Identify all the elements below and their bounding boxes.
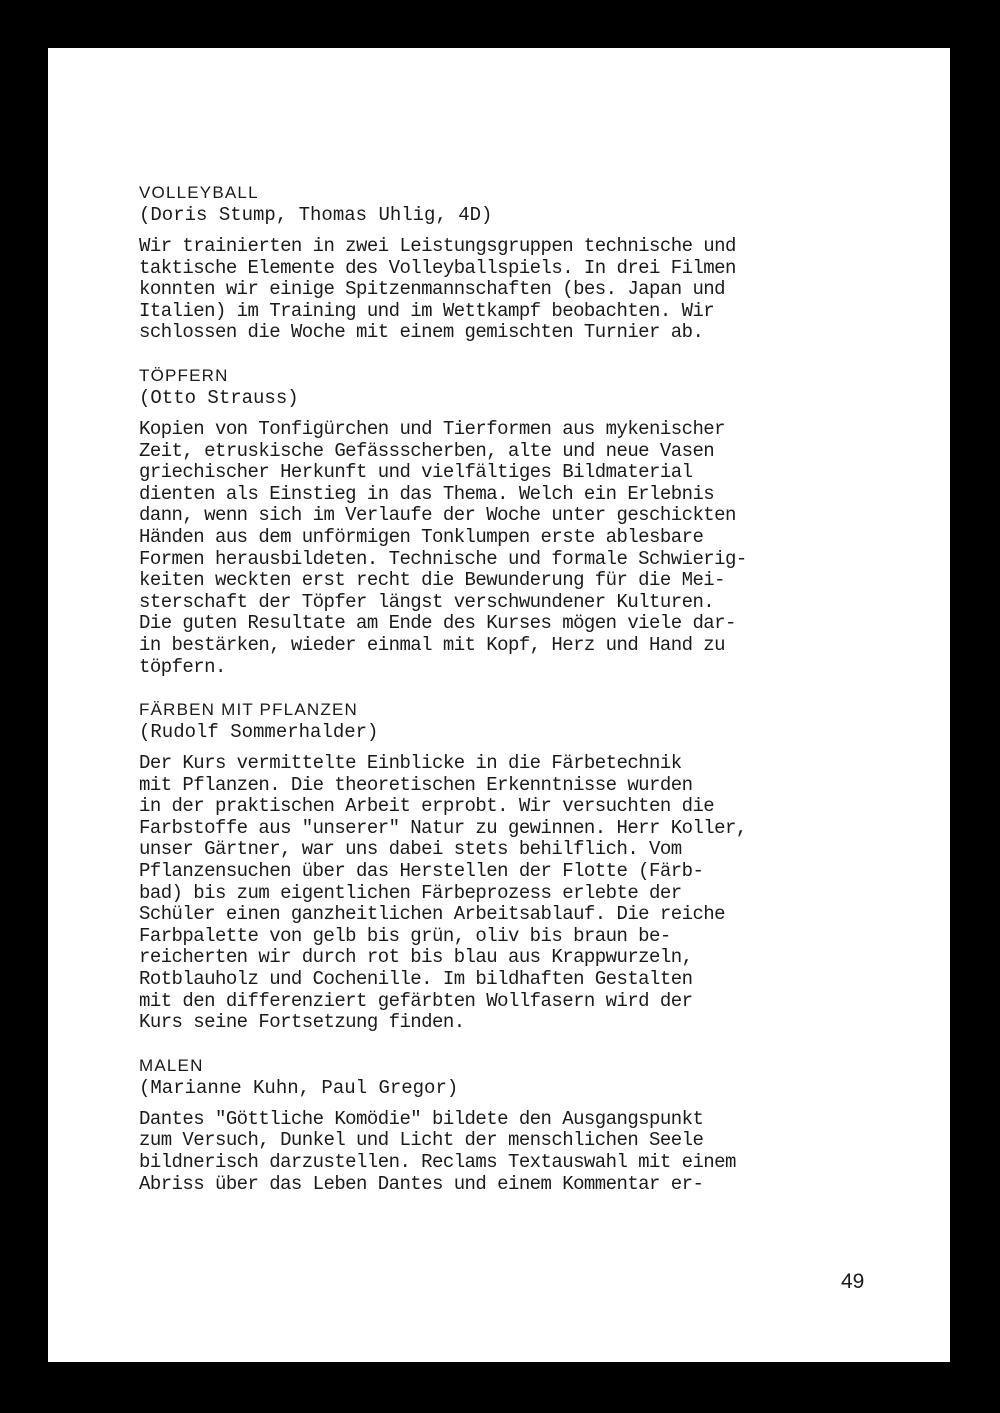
text-line: schlossen die Woche mit einem gemischten Turnier ab.: [139, 321, 704, 344]
text-line: Der Kurs vermittelte Einblicke in die Färbetechnik: [139, 752, 682, 775]
text-line: sterschaft der Töpfer längst verschwundener Kulturen.: [139, 590, 715, 613]
section-authors: (Marianne Kuhn, Paul Gregor): [139, 1076, 459, 1099]
section-body: [139, 1109, 879, 1195]
text-line: zum Versuch, Dunkel und Licht der menschlichen Seele: [139, 1129, 704, 1152]
text-line: Kopien von Tonfigürchen und Tierformen aus mykenischer: [139, 417, 726, 440]
section-body: [139, 753, 879, 1034]
section-authors: (Otto Strauss): [139, 386, 299, 409]
section-heading: VOLLEYBALL: [139, 183, 259, 202]
text-line: Formen herausbildeten. Technische und formale Schwierig-: [139, 547, 747, 570]
section-body: [139, 419, 879, 678]
text-line: töpfern.: [139, 655, 226, 678]
text-line: Italien) im Training und im Wettkampf beobachten. Wir: [139, 299, 715, 322]
text-line: bad) bis zum eigentlichen Färbeprozess erlebte der: [139, 881, 682, 904]
page-number: 49: [841, 1270, 865, 1293]
text-line: in der praktischen Arbeit erprobt. Wir versuchten die: [139, 795, 715, 818]
text-line: Kurs seine Fortsetzung finden.: [139, 1011, 465, 1034]
text-line: unser Gärtner, war uns dabei stets behilflich. Vom: [139, 838, 682, 861]
text-line: Schüler einen ganzheitlichen Arbeitsablauf. Die reiche: [139, 903, 726, 926]
section-heading: TÖPFERN: [139, 365, 229, 385]
section-heading: FÄRBEN MIT PFLANZEN: [139, 700, 358, 720]
text-line: Wir trainierten in zwei Leistungsgruppen technische und: [139, 235, 736, 257]
text-line: Abriss über das Leben Dantes und einem Kommentar er-: [139, 1172, 704, 1195]
section-authors: (Doris Stump, Thomas Uhlig, 4D): [139, 204, 493, 226]
course-section: [139, 1055, 879, 1195]
text-line: Rotblauholz und Cochenille. Im bildhaften Gestalten: [139, 968, 693, 991]
section-heading: MALEN: [139, 1055, 204, 1075]
text-line: bildnerisch darzustellen. Reclams Textauswahl mit einem: [139, 1151, 736, 1173]
course-section: [139, 365, 879, 678]
text-line: Pflanzensuchen über das Herstellen der Flotte (Färb-: [139, 860, 704, 883]
text-line: Farbstoffe aus "unserer" Natur zu gewinnen. Herr Koller,: [139, 816, 747, 839]
text-line: Zeit, etruskische Gefässscherben, alte und neue Vasen: [139, 439, 715, 462]
text-line: reicherten wir durch rot bis blau aus Krappwurzeln,: [139, 946, 693, 969]
page-content: [139, 182, 879, 1216]
course-section: [139, 699, 879, 1034]
text-line: in bestärken, wieder einmal mit Kopf, Herz und Hand zu: [139, 633, 726, 656]
text-line: Farbpalette von gelb bis grün, oliv bis braun be-: [139, 924, 671, 947]
section-body: [139, 236, 879, 344]
text-line: dann, wenn sich im Verlaufe der Woche unter geschickten: [139, 504, 736, 527]
course-section: [139, 182, 879, 344]
text-line: dienten als Einstieg in das Thema. Welch ein Erlebnis: [139, 482, 715, 505]
text-line: Händen aus dem unförmigen Tonklumpen erste ablesbare: [139, 525, 704, 548]
text-line: taktische Elemente des Volleyballspiels. In drei Filmen: [139, 256, 736, 279]
text-line: Die guten Resultate am Ende des Kurses mögen viele dar-: [139, 612, 736, 635]
text-line: mit Pflanzen. Die theoretischen Erkenntnisse wurden: [139, 773, 693, 796]
text-line: mit den differenziert gefärbten Wollfasern wird der: [139, 989, 693, 1012]
document-page: [48, 48, 950, 1362]
section-authors: (Rudolf Sommerhalder): [139, 721, 379, 744]
text-line: keiten weckten erst recht die Bewunderung für die Mei-: [139, 569, 726, 592]
text-line: griechischer Herkunft und vielfältiges Bildmaterial: [139, 461, 693, 484]
text-line: konnten wir einige Spitzenmannschaften (bes. Japan und: [139, 278, 726, 301]
text-line: Dantes "Göttliche Komödie" bildete den Ausgangspunkt: [139, 1107, 704, 1130]
